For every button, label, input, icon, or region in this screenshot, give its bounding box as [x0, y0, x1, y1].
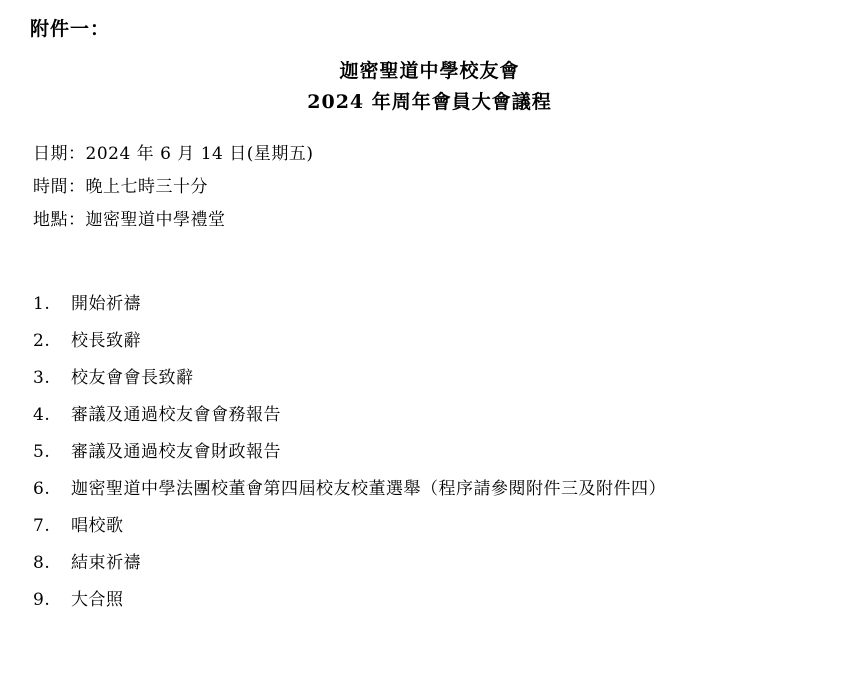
meeting-venue: 地點：迦密聖道中學禮堂 — [33, 210, 226, 230]
list-item — [33, 434, 833, 471]
list-item-label: 迦密聖道中學法團校董會第四屆校友校董選舉（程序請參閱附件三及附件四） — [71, 479, 666, 499]
list-item — [33, 360, 833, 397]
list-item-number: 6. — [33, 479, 51, 499]
list-item-label: 大合照 — [71, 590, 124, 610]
list-item-number: 1. — [33, 294, 51, 314]
list-item-label: 校友會會長致辭 — [71, 368, 194, 388]
attachment-label: 附件一： — [30, 18, 111, 40]
list-item-number: 7. — [33, 516, 51, 536]
list-item — [33, 508, 833, 545]
list-item-label: 審議及通過校友會會務報告 — [71, 405, 281, 425]
agenda-list — [33, 286, 833, 619]
list-item-number: 9. — [33, 590, 51, 610]
meeting-date: 日期：2024 年 6 月 14 日(星期五) — [33, 144, 314, 164]
list-item-number: 8. — [33, 553, 51, 573]
list-item-number: 3. — [33, 368, 51, 388]
list-item-number: 5. — [33, 442, 51, 462]
list-item-label: 審議及通過校友會財政報告 — [71, 442, 281, 462]
list-item — [33, 323, 833, 360]
list-item-label: 結束祈禱 — [71, 553, 141, 573]
list-item-label: 校長致辭 — [71, 331, 141, 351]
list-item — [33, 286, 833, 323]
list-item-number: 2. — [33, 331, 51, 351]
list-item-label: 唱校歌 — [71, 516, 124, 536]
meeting-details — [33, 138, 813, 237]
title-line-2: 2024 年周年會員大會議程 — [307, 91, 552, 113]
list-item-number: 4. — [33, 405, 51, 425]
list-item — [33, 582, 833, 619]
list-item-label: 開始祈禱 — [71, 294, 141, 314]
title-line-1: 迦密聖道中學校友會 — [339, 60, 520, 82]
list-item — [33, 397, 833, 434]
list-item — [33, 545, 833, 582]
list-item — [33, 471, 833, 508]
document-title — [0, 56, 859, 118]
meeting-time: 時間：晚上七時三十分 — [33, 177, 208, 197]
